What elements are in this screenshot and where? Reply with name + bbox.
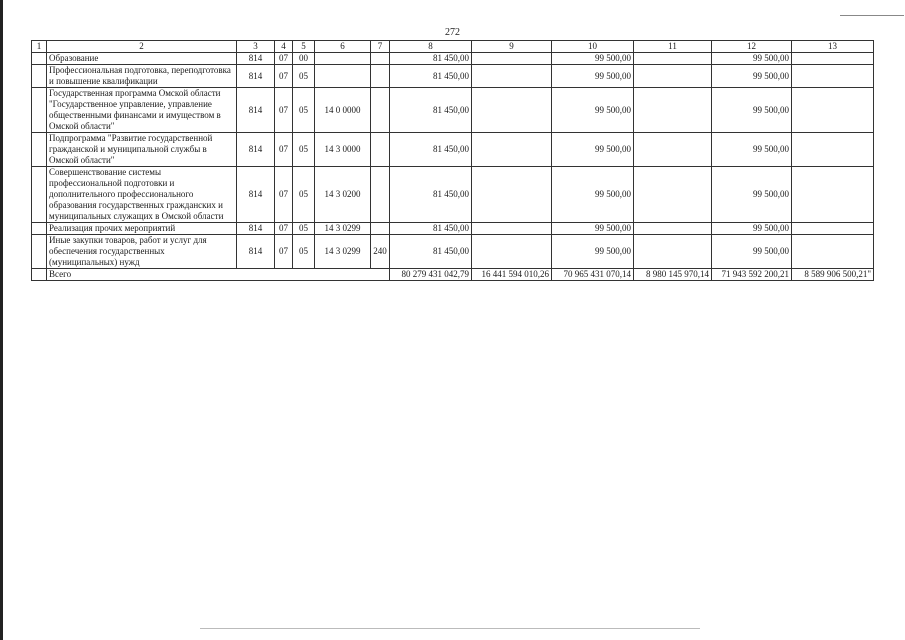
cell-col-11 [634, 167, 712, 223]
cell-col-12: 99 500,00 [712, 88, 792, 133]
cell-col-13 [792, 223, 874, 235]
cell-col-13 [792, 53, 874, 65]
cell-col-4: 07 [275, 65, 293, 88]
cell-col-12: 99 500,00 [712, 133, 792, 167]
cell-col-10: 99 500,00 [552, 88, 634, 133]
cell-col-11 [634, 53, 712, 65]
cell-col-4: 07 [275, 167, 293, 223]
cell-col-10: 99 500,00 [552, 167, 634, 223]
column-header: 6 [315, 41, 371, 53]
row-name-cell: Образование [47, 53, 237, 65]
cell-col-4: 07 [275, 133, 293, 167]
row-name-cell: Совершенствование системы профессиональной подготовки и дополнительного профессионального образования государственных гражданских и муниципальных служащих в Омской области [47, 167, 237, 223]
page-number: 272 [445, 27, 460, 38]
column-header: 8 [390, 41, 472, 53]
cell-col-3: 814 [237, 133, 275, 167]
column-number-row [32, 41, 874, 53]
table-row [32, 235, 874, 269]
cell-col-3: 814 [237, 167, 275, 223]
column-header: 1 [32, 41, 47, 53]
cell-col-13 [792, 133, 874, 167]
cell-col-5: 05 [293, 223, 315, 235]
cell-col-7 [371, 88, 390, 133]
cell-col-13 [792, 235, 874, 269]
row-index-cell [32, 235, 47, 269]
cell-col-10: 99 500,00 [552, 223, 634, 235]
cell-col-7 [371, 223, 390, 235]
total-col-9: 16 441 594 010,26 [472, 269, 552, 281]
scan-edge [0, 0, 3, 640]
row-index-cell [32, 133, 47, 167]
cell-col-12: 99 500,00 [712, 223, 792, 235]
column-header: 9 [472, 41, 552, 53]
cell-col-9 [472, 223, 552, 235]
cell-col-8: 81 450,00 [390, 53, 472, 65]
cell-col-4: 07 [275, 223, 293, 235]
cell-col-8: 81 450,00 [390, 167, 472, 223]
total-row [32, 269, 874, 281]
cell-col-5: 00 [293, 53, 315, 65]
cell-col-6 [315, 53, 371, 65]
cell-col-6 [315, 65, 371, 88]
row-index-cell [32, 269, 47, 281]
total-col-12: 71 943 592 200,21 [712, 269, 792, 281]
table-row [32, 223, 874, 235]
row-name-cell: Реализация прочих мероприятий [47, 223, 237, 235]
cell-col-7 [371, 65, 390, 88]
row-index-cell [32, 65, 47, 88]
cell-col-11 [634, 223, 712, 235]
row-name-cell: Государственная программа Омской области "Государственное управление, управление общественными финансами и имуществом в Омской области" [47, 88, 237, 133]
row-name-cell: Подпрограмма "Развитие государственной гражданской и муниципальной службы в Омской области" [47, 133, 237, 167]
cell-col-3: 814 [237, 235, 275, 269]
budget-table [31, 40, 874, 281]
scan-artifact-line [200, 628, 700, 629]
column-header: 13 [792, 41, 874, 53]
cell-col-5: 05 [293, 133, 315, 167]
cell-col-9 [472, 88, 552, 133]
cell-col-9 [472, 133, 552, 167]
cell-col-8: 81 450,00 [390, 223, 472, 235]
row-name-cell: Профессиональная подготовка, переподготовка и повышение квалификации [47, 65, 237, 88]
cell-col-8: 81 450,00 [390, 235, 472, 269]
cell-col-3: 814 [237, 53, 275, 65]
cell-col-5: 05 [293, 235, 315, 269]
cell-col-13 [792, 167, 874, 223]
total-label: Всего [47, 269, 390, 281]
cell-col-8: 81 450,00 [390, 88, 472, 133]
column-header: 10 [552, 41, 634, 53]
column-header: 3 [237, 41, 275, 53]
table-row [32, 88, 874, 133]
cell-col-12: 99 500,00 [712, 167, 792, 223]
cell-col-9 [472, 167, 552, 223]
table-row [32, 167, 874, 223]
cell-col-12: 99 500,00 [712, 53, 792, 65]
cell-col-12: 99 500,00 [712, 235, 792, 269]
total-col-13: 8 589 906 500,21" [792, 269, 874, 281]
row-name-cell: Иные закупки товаров, работ и услуг для обеспечения государственных (муниципальных) нужд [47, 235, 237, 269]
cell-col-3: 814 [237, 88, 275, 133]
cell-col-9 [472, 235, 552, 269]
column-header: 12 [712, 41, 792, 53]
cell-col-3: 814 [237, 65, 275, 88]
cell-col-5: 05 [293, 88, 315, 133]
total-col-11: 8 980 145 970,14 [634, 269, 712, 281]
cell-col-9 [472, 53, 552, 65]
cell-col-6: 14 0 0000 [315, 88, 371, 133]
total-col-8: 80 279 431 042,79 [390, 269, 472, 281]
cell-col-5: 05 [293, 65, 315, 88]
cell-col-4: 07 [275, 235, 293, 269]
cell-col-11 [634, 65, 712, 88]
cell-col-4: 07 [275, 88, 293, 133]
scan-artifact-line [840, 15, 904, 16]
cell-col-11 [634, 88, 712, 133]
row-index-cell [32, 88, 47, 133]
cell-col-6: 14 3 0000 [315, 133, 371, 167]
cell-col-6: 14 3 0200 [315, 167, 371, 223]
cell-col-12: 99 500,00 [712, 65, 792, 88]
cell-col-7: 240 [371, 235, 390, 269]
cell-col-7 [371, 53, 390, 65]
column-header: 4 [275, 41, 293, 53]
cell-col-5: 05 [293, 167, 315, 223]
cell-col-8: 81 450,00 [390, 65, 472, 88]
cell-col-10: 99 500,00 [552, 235, 634, 269]
cell-col-6: 14 3 0299 [315, 235, 371, 269]
cell-col-10: 99 500,00 [552, 53, 634, 65]
cell-col-7 [371, 167, 390, 223]
column-header: 5 [293, 41, 315, 53]
column-header: 7 [371, 41, 390, 53]
table-row [32, 53, 874, 65]
column-header: 11 [634, 41, 712, 53]
table-row [32, 133, 874, 167]
cell-col-6: 14 3 0299 [315, 223, 371, 235]
cell-col-4: 07 [275, 53, 293, 65]
cell-col-7 [371, 133, 390, 167]
cell-col-10: 99 500,00 [552, 133, 634, 167]
total-col-10: 70 965 431 070,14 [552, 269, 634, 281]
cell-col-8: 81 450,00 [390, 133, 472, 167]
cell-col-13 [792, 65, 874, 88]
cell-col-3: 814 [237, 223, 275, 235]
column-header: 2 [47, 41, 237, 53]
cell-col-11 [634, 133, 712, 167]
cell-col-11 [634, 235, 712, 269]
cell-col-13 [792, 88, 874, 133]
cell-col-10: 99 500,00 [552, 65, 634, 88]
cell-col-9 [472, 65, 552, 88]
row-index-cell [32, 167, 47, 223]
table-row [32, 65, 874, 88]
row-index-cell [32, 223, 47, 235]
row-index-cell [32, 53, 47, 65]
